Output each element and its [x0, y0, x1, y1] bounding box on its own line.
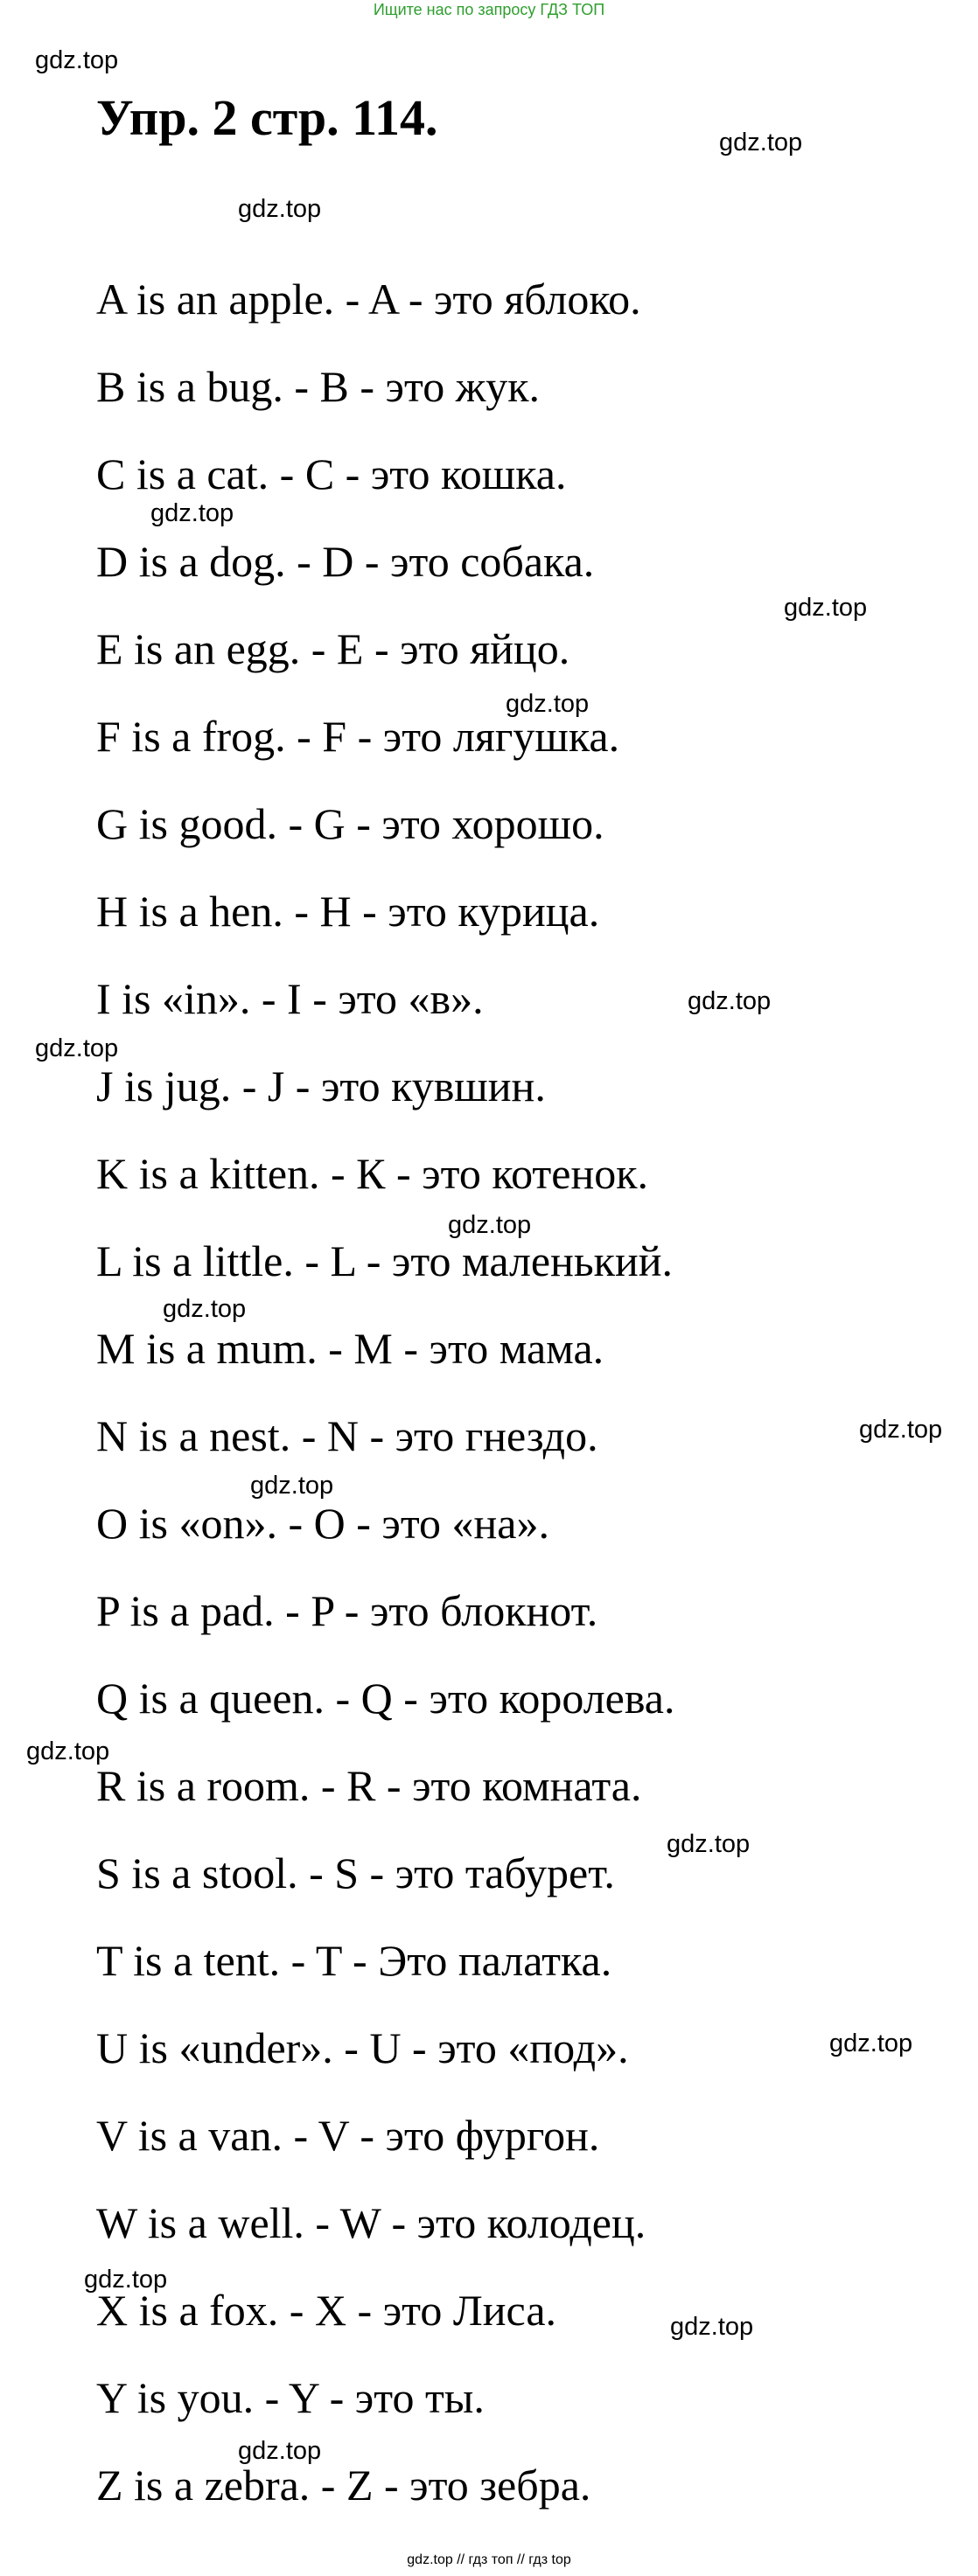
- list-item: M is a mum. - M - это мама.: [96, 1324, 604, 1373]
- watermark: gdz.top: [84, 2266, 168, 2294]
- watermark: gdz.top: [35, 1034, 119, 1062]
- page-title: Упр. 2 стр. 114.: [96, 89, 438, 146]
- watermark: gdz.top: [670, 2313, 754, 2341]
- watermark: gdz.top: [238, 2437, 322, 2465]
- list-item: O is «on». - O - это «на».: [96, 1499, 549, 1548]
- list-item: F is a frog. - F - это лягушка.: [96, 712, 620, 761]
- list-item: B is a bug. - B - это жук.: [96, 362, 541, 411]
- list-item: K is a kitten. - К - это котенок.: [96, 1149, 649, 1198]
- footer: gdz.top // гдз топ // гдз top: [407, 2552, 571, 2567]
- list-item: P is a pad. - P - это блокнот.: [96, 1586, 598, 1635]
- list-item: Y is you. - Y - это ты.: [96, 2373, 485, 2422]
- list-item: Q is a queen. - Q - это королева.: [96, 1674, 675, 1723]
- list-item: C is a cat. - C - это кошка.: [96, 449, 567, 498]
- list-item: L is a little. - L - это маленький.: [96, 1236, 673, 1285]
- watermark: gdz.top: [688, 987, 772, 1015]
- watermark: gdz.top: [829, 2029, 913, 2057]
- list-item: W is a well. - W - это колодец.: [96, 2198, 646, 2247]
- list-item: Z is a zebra. - Z - это зебра.: [96, 2461, 591, 2510]
- watermark: gdz.top: [719, 129, 803, 157]
- list-item: S is a stool. - S - это табурет.: [96, 1848, 615, 1897]
- list-item: G is good. - G - это хорошо.: [96, 799, 604, 848]
- watermark: gdz.top: [506, 690, 590, 718]
- list-item: I is «in». - I - это «в».: [96, 974, 484, 1023]
- list-item: X is a fox. - X - это Лиса.: [96, 2286, 557, 2335]
- watermark: gdz.top: [26, 1737, 110, 1765]
- watermark: gdz.top: [250, 1472, 334, 1500]
- list-item: N is a nest. - N - это гнездо.: [96, 1411, 598, 1460]
- list-item: E is an egg. - E - это яйцо.: [96, 624, 570, 673]
- watermark: gdz.top: [448, 1211, 532, 1239]
- watermark: gdz.top: [784, 594, 868, 622]
- list-item: R is a room. - R - это комната.: [96, 1761, 642, 1810]
- list-item: T is a tent. - T - Это палатка.: [96, 1936, 612, 1985]
- watermark: gdz.top: [163, 1295, 247, 1323]
- watermark: gdz.top: [859, 1416, 943, 1444]
- list-item: A is an apple. - A - это яблоко.: [96, 275, 641, 324]
- list-item: D is a dog. - D - это собака.: [96, 537, 595, 586]
- top-banner: Ищите нас по запросу ГДЗ ТОП: [373, 1, 605, 18]
- list-item: H is a hen. - H - это курица.: [96, 887, 600, 936]
- list-item: U is «under». - U - это «под».: [96, 2023, 629, 2072]
- watermark: gdz.top: [35, 46, 119, 74]
- watermark: gdz.top: [150, 499, 234, 527]
- list-item: J is jug. - J - это кувшин.: [96, 1062, 546, 1110]
- watermark: gdz.top: [667, 1830, 751, 1858]
- watermark: gdz.top: [238, 195, 322, 223]
- list-item: V is a van. - V - это фургон.: [96, 2111, 600, 2160]
